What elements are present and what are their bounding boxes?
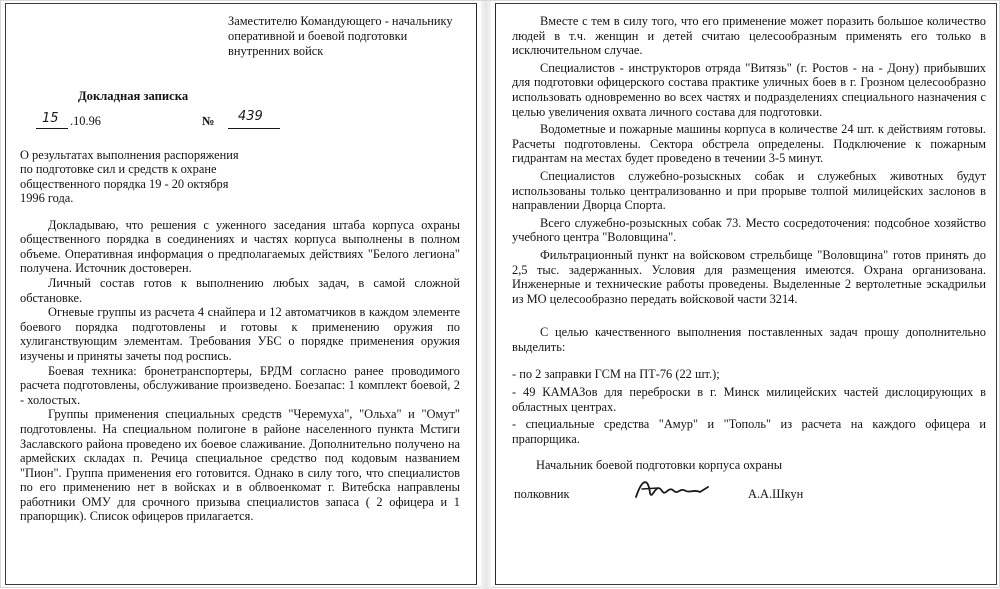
right-body bbox=[512, 14, 986, 446]
left-page bbox=[5, 3, 477, 585]
paragraph: Специалистов - инструкторов отряда "Витязь" (г. Ростов - на - Дону) прибывших для подготовки офицерского состава практике уличных боев в г. Грозном целесообразно использовать одновременно во всех частях и подразделениях специального назначения с целью увеличения охвата личного состава для подготовки. bbox=[512, 60, 986, 119]
signature-title: Начальник боевой подготовки корпуса охраны bbox=[536, 458, 783, 473]
left-body bbox=[20, 218, 460, 524]
subject-block bbox=[20, 148, 280, 206]
date-number-line bbox=[20, 110, 460, 140]
subject-line: общественного порядка 19 - 20 октября bbox=[20, 176, 229, 191]
paragraph: Специалистов служебно-розыскных собак и служебных животных будут использованы только централизованно и при прорыве толпой милицейских заслонов в направлении Дворца Спорта. bbox=[512, 168, 986, 213]
addressee-line: оперативной и боевой подготовки bbox=[228, 29, 408, 43]
paragraph: Боевая техника: бронетранспортеры, БРДМ согласно ранее проводимого расчета подготовлены, обслуживание произведено. Боезапас: 1 комплект боевой, 2 - холостых. bbox=[20, 363, 460, 407]
date-handwritten: 15 bbox=[42, 110, 59, 126]
number-handwritten: 439 bbox=[238, 108, 263, 124]
paragraph: Группы применения специальных средств "Черемуха", "Ольха" и "Омут" подготовлены. На специальном полигоне в районе населенного пункта Мстиги Заславского района проведено их боевое слаживание. Дополнительно получено на армейских складах п. Речица специальное средство под кодовым названием "Пион". Группа применения его готовится. Однако в силу того, что специалистов по его применению нет в войсках и в облвоенкомат г. Витебска направлены работники ОМУ для срочного призыва специалистов запаса ( 2 офицера и 1 прапорщик). Список офицеров прилагается. bbox=[20, 407, 460, 524]
page-gutter bbox=[481, 1, 491, 589]
paragraph: Докладываю, что решения с уженного заседания штаба корпуса охраны общественного порядка в соединениях и частях корпуса выполнены в полном объеме. Оперативная информация о предполагаемых действиях "Белого легиона" получена. Источник достоверен. bbox=[20, 217, 460, 276]
paragraph: Вместе с тем в силу того, что его применение может поразить большое количество людей в т.ч. женщин и детей считаю целесообразным применять его только в исключительном случае. bbox=[512, 14, 986, 58]
request-item: - специальные средства "Амур" и "Тополь" из расчета на каждого офицера и прапорщика. bbox=[512, 417, 986, 446]
addressee-line: внутренних войск bbox=[228, 44, 324, 58]
paragraph: Личный состав готов к выполнению любых задач, в самой сложной обстановке. bbox=[20, 275, 460, 305]
document-heading: Докладная записка bbox=[78, 89, 189, 103]
addressee-block bbox=[228, 14, 477, 59]
handwritten-signature bbox=[632, 473, 712, 507]
date-underline bbox=[36, 128, 68, 129]
number-underline bbox=[228, 128, 280, 129]
subject-line: по подготовке сил и средств к охране bbox=[20, 162, 217, 177]
paragraph: Всего служебно-розыскных собак 73. Место сосредоточения: подсобное хозяйство учебного центра "Воловщина". bbox=[512, 215, 986, 245]
right-page bbox=[495, 3, 997, 585]
date-printed: .10.96 bbox=[70, 113, 101, 128]
signature-rank: полковник bbox=[514, 487, 570, 502]
subject-line: О результатах выполнения распоряжения bbox=[20, 147, 239, 162]
request-intro: С целью качественного выполнения поставленных задач прошу дополнительно выделить: bbox=[512, 325, 986, 354]
spacer bbox=[512, 309, 986, 325]
signature-name: А.А.Шкун bbox=[748, 487, 804, 502]
number-sign: № bbox=[202, 113, 215, 128]
request-item: - 49 КАМАЗов для переброски в г. Минск милицейских частей дислоцирующих в областных центрах. bbox=[512, 385, 986, 414]
request-item: - по 2 заправки ГСМ на ПТ-76 (22 шт.); bbox=[512, 367, 720, 382]
paragraph: Водометные и пожарные машины корпуса в количестве 24 шт. к действиям готовы. Расчеты подготовлены. Сектора обстрела определены. Подключение к пожарным гидрантам на местах будет проведено в течении 3-5 минут. bbox=[512, 122, 986, 166]
subject-line: 1996 года. bbox=[20, 191, 74, 206]
signature-line bbox=[512, 479, 986, 509]
addressee-line: Заместителю Командующего - начальнику bbox=[228, 14, 453, 28]
paragraph: Фильтрационный пункт на войсковом стрельбище "Воловщина" готов принять до 2,5 тыс. задержанных. Условия для размещения имеются. Охрана организована. Инженерные и технические работы проведены. Выделенные 2 вертолетные эскадрильи из МО целесообразно передать войсковой части 3214. bbox=[512, 247, 986, 306]
paragraph: Огневые группы из расчета 4 снайпера и 12 автоматчиков в каждом элементе боевого порядка подготовлены и готовы к применению оружия по хулиганствующим элементам. Требования УБС о порядке применения оружия изучены и приняты зачеты под роспись. bbox=[20, 305, 460, 363]
spacer bbox=[512, 357, 986, 367]
